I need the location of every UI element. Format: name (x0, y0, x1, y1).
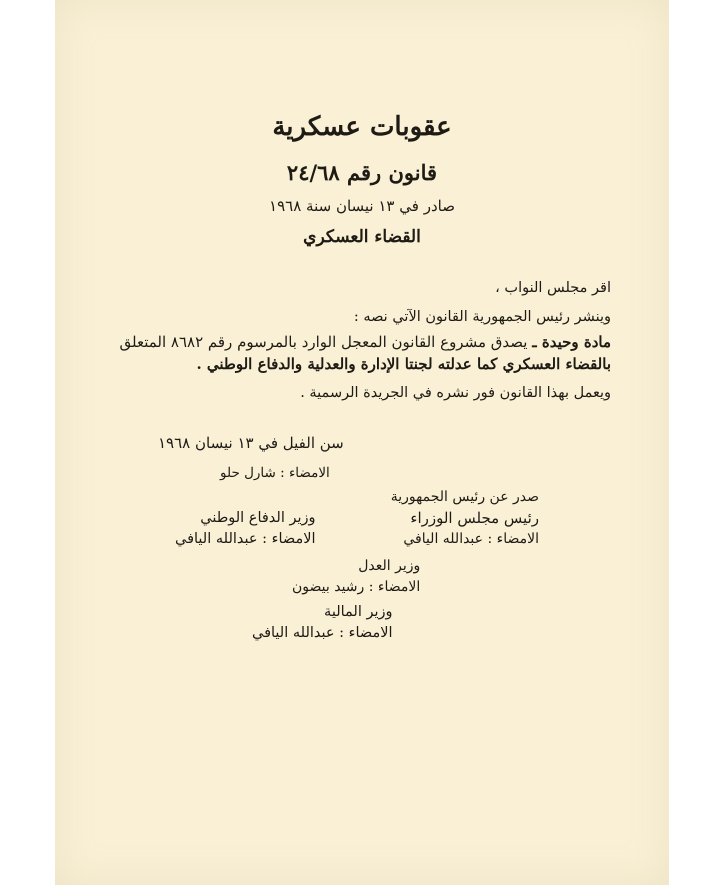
defense-minister-block (175, 508, 316, 550)
article-block (71, 331, 611, 375)
law-number: قانون رقم ٢٤/٦٨ (286, 160, 438, 185)
council-approval-line: اقر مجلس النواب ، (495, 280, 611, 296)
issued-by-line: صدر عن رئيس الجمهورية (390, 489, 539, 505)
defense-title: وزير الدفاع الوطني (200, 510, 316, 526)
effect-line: ويعمل بهذا القانون فور نشره في الجريدة الرسمية . (300, 385, 611, 401)
document-heading: عقوبات عسكرية (272, 112, 452, 142)
president-signature: الامضاء : شارل حلو (220, 465, 330, 481)
issued-date: صادر في ١٣ نيسان سنة ١٩٦٨ (269, 197, 455, 215)
enacted-place-date: سن الفيل في ١٣ نيسان ١٩٦٨ (158, 434, 344, 452)
justice-signature: الامضاء : رشيد بيضون (292, 579, 421, 595)
defense-signature: الامضاء : عبدالله اليافي (175, 531, 316, 547)
finance-minister-block (252, 602, 393, 644)
document-page (55, 0, 669, 885)
article-title: مادة وحيدة ـ (532, 333, 611, 351)
justice-minister-block (292, 556, 420, 598)
article-line-1: يصدق مشروع القانون المعجل الوارد بالمرسوم رقم ٨٦٨٢ المتعلق (119, 333, 533, 351)
finance-title: وزير المالية (324, 604, 393, 620)
publish-line: وينشر رئيس الجمهورية القانون الآتي نصه : (353, 309, 611, 325)
pm-signature: الامضاء : عبدالله اليافي (403, 531, 539, 547)
prime-minister-block (391, 487, 539, 550)
article-line-2: بالقضاء العسكري كما عدلته لجنتا الإدارة والعدلية والدفاع الوطني . (196, 355, 611, 373)
pm-title: رئيس مجلس الوزراء (410, 509, 539, 527)
law-subject: القضاء العسكري (303, 227, 421, 247)
justice-title: وزير العدل (358, 558, 421, 574)
finance-signature: الامضاء : عبدالله اليافي (252, 625, 393, 641)
